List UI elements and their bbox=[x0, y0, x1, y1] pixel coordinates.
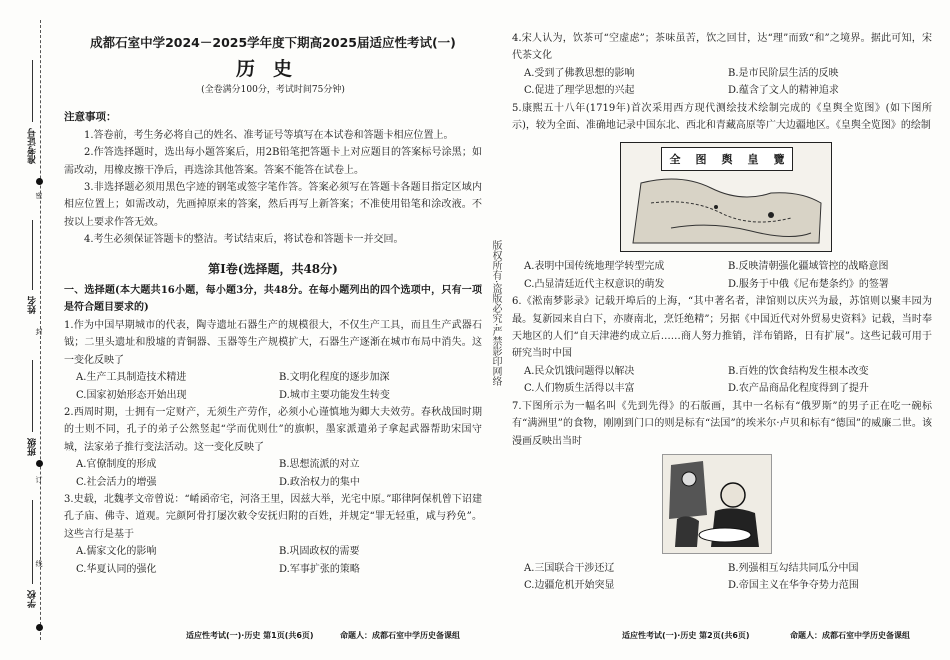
question-2-stem: 2.西周时期，士拥有一定财产，无须生产劳作，必须小心谨慎地为卿大夫效劳。春秋战国时期的士则不同，孔子的弟子公然竖起“学而优则仕”的旗帜，墨家派遣弟子拿起武器帮助宋国守城，法家弟子推行变法活动。这一变化反映了 bbox=[64, 406, 482, 453]
score-note: (全卷满分100分，考试时间75分钟) bbox=[201, 85, 345, 96]
cartoon-drawing bbox=[663, 455, 771, 553]
cartoon-figure-head bbox=[682, 472, 696, 486]
question-1-stem: 1.作为中国早期城市的代表，陶寺遗址石器生产的规模很大，不仅生产工具，而且生产武器石钺；二里头遗址和殷墟的青铜器、玉器等生产规模扩大，石器生产逐渐在城市布局中消失。这一变化反映了 bbox=[64, 319, 482, 366]
cartoon-main-figure-head bbox=[721, 483, 745, 507]
map-title-char: 图 bbox=[695, 152, 707, 166]
margin-label-name: 姓名 bbox=[28, 296, 38, 314]
option[interactable]: D.农产品商品化程度得到了提升 bbox=[728, 383, 869, 395]
question-5-options bbox=[512, 258, 932, 293]
option[interactable]: C.华夏认同的强化 bbox=[76, 563, 157, 575]
option[interactable]: D.军事扩张的策略 bbox=[279, 563, 360, 575]
section-intro: 一、选择题(本大题共16小题，每小题3分，共48分。在每小题列出的四个选项中，只有一项是符合题目要求的) bbox=[64, 285, 482, 314]
notes-heading: 注意事项： bbox=[64, 111, 117, 124]
footer-left-author: 命题人：成都石室中学历史备课组 bbox=[340, 631, 460, 640]
question-3-options bbox=[64, 543, 482, 578]
exam-title: 成都石室中学2024－2025学年度下期高2025届适应性考试(一) bbox=[90, 35, 456, 50]
cut-mark: 线 bbox=[35, 560, 43, 567]
option[interactable]: D.政治权力的集中 bbox=[279, 476, 360, 488]
map-title-char: 全 bbox=[669, 152, 681, 166]
map-title-char: 舆 bbox=[721, 152, 733, 166]
note-item: 4.考生必须保证答题卡的整洁。考试结束后，将试卷和答题卡一并交回。 bbox=[84, 234, 404, 246]
note-item: 1.答卷前，考生务必将自己的姓名、准考证号等填写在本试卷和答题卡相应位置上。 bbox=[84, 129, 454, 141]
map-marker bbox=[768, 212, 774, 218]
option[interactable]: D.城市主要功能发生转变 bbox=[279, 389, 390, 401]
option[interactable]: D.蕴含了文人的精神追求 bbox=[728, 85, 839, 97]
note-item: 3.非选择题必须用黑色字迹的钢笔或签字笔作答。答案必须写在答题卡各题目指定区域内相应位置上；如需改动，先画掉原来的答案，然后再写上新答案；不准使用铅笔和涂改液。不按以上要求作答无效。 bbox=[64, 182, 482, 228]
qing-map-image bbox=[620, 142, 832, 252]
question-6-options bbox=[512, 363, 932, 398]
option[interactable]: C.人们物质生活得以丰富 bbox=[524, 383, 635, 395]
question-7-stem: 7.下图所示为一幅名叫《先到先得》的石版画，其中一名标有“俄罗斯”的男子正在吃一碗标有“满洲里”的食物，刚刚到门口的则是标有“法国”的埃米尔·卢贝和标有“德国”的威廉二世。该漫画反映出当时 bbox=[512, 400, 932, 447]
political-cartoon-image bbox=[662, 454, 772, 554]
margin-dot bbox=[36, 624, 43, 631]
option[interactable]: B.列强相互勾结共同瓜分中国 bbox=[728, 562, 859, 574]
map-drawing bbox=[621, 143, 831, 251]
option[interactable]: A.民众饥饿问题得以解决 bbox=[524, 365, 635, 377]
question-3-stem: 3.史载，北魏孝文帝曾说：“崤函帝宅，河洛王里，因兹大举，光宅中原。”耶律阿保机曾下诏建孔子庙、佛寺、道观。完颜阿骨打屡次敕令安抚归附的百姓，并规定“罪无轻重，咸与矜免”。这些言行是基于 bbox=[64, 493, 482, 540]
option[interactable]: A.官僚制度的形成 bbox=[76, 459, 157, 471]
option[interactable]: C.促进了理学思想的兴起 bbox=[524, 85, 635, 97]
option[interactable]: A.受到了佛教思想的影响 bbox=[524, 67, 635, 79]
cut-mark: 订 bbox=[35, 476, 43, 483]
margin-dot bbox=[36, 460, 43, 467]
cartoon-doorway bbox=[669, 461, 707, 519]
question-2-options bbox=[64, 456, 482, 491]
question-4-stem: 4.宋人认为，饮茶可“空虚虑”；茶味虽苦，饮之回甘，达“理”而致“和”之境界。据此可知，宋代茶文化 bbox=[512, 33, 932, 62]
margin-label-class: 班级 bbox=[28, 438, 38, 456]
map-title-char: 皇 bbox=[747, 152, 759, 166]
left-column bbox=[64, 30, 482, 578]
option[interactable]: B.巩固政权的需要 bbox=[279, 546, 360, 558]
footer-left-page: 适应性考试(一)·历史 第1页(共6页) bbox=[186, 631, 314, 640]
cut-mark: 密 bbox=[35, 192, 43, 199]
subject-title: 历史 bbox=[235, 58, 310, 81]
fill-line bbox=[32, 360, 33, 432]
map-landmass bbox=[633, 179, 821, 243]
right-column bbox=[512, 30, 932, 595]
option[interactable]: A.表明中国传统地理学转型完成 bbox=[524, 261, 665, 273]
margin-label-school: 学校 bbox=[28, 590, 38, 608]
fill-line bbox=[32, 500, 33, 584]
map-marker bbox=[714, 205, 718, 209]
option[interactable]: B.反映清朝强化疆域管控的战略意图 bbox=[728, 261, 889, 273]
binding-margin bbox=[0, 0, 52, 660]
footer-right-author: 命题人：成都石室中学历史备课组 bbox=[790, 631, 910, 640]
copyright-stamp bbox=[482, 240, 508, 386]
margin-label-exam-number: 准考证号 bbox=[28, 128, 38, 164]
option[interactable]: B.百姓的饮食结构发生根本改变 bbox=[728, 365, 869, 377]
option[interactable]: A.三国联合干涉还辽 bbox=[524, 562, 615, 574]
option[interactable]: A.儒家文化的影响 bbox=[76, 546, 157, 558]
question-4-options bbox=[512, 65, 932, 100]
cut-mark: 封 bbox=[35, 328, 43, 335]
fill-line bbox=[32, 220, 33, 290]
fill-line bbox=[32, 60, 33, 122]
option[interactable]: C.社会活力的增强 bbox=[76, 476, 157, 488]
option[interactable]: D.帝国主义在华争夺势力范围 bbox=[728, 580, 859, 592]
note-item: 2.作答选择题时，选出每小题答案后，用2B铅笔把答题卡上对应题目的答案标号涂黑；如需改动，用橡皮擦干净后，再选涂其他答案。答案不能答在试卷上。 bbox=[64, 147, 482, 176]
option[interactable]: C.凸显清廷近代主权意识的萌发 bbox=[524, 278, 665, 290]
question-5-stem: 5.康熙五十八年(1719年)首次采用西方现代测绘技术绘制完成的《皇舆全览图》(如下图所示)，较为全面、准确地记录中国东北、西北和青藏高原等广大边疆地区。《皇舆全览图》的绘制 bbox=[512, 102, 932, 132]
option[interactable]: B.是市民阶层生活的反映 bbox=[728, 67, 839, 79]
option[interactable]: A.生产工具制造技术精进 bbox=[76, 372, 187, 384]
question-6-stem: 6.《淞南梦影录》记载开埠后的上海，“其中著名者，津馆则以庆兴为最，苏馆则以聚丰园为最。复新园来自白下，亦赓南北，烹饪绝精”；另据《中国近代对外贸易史资料》记载，当时奉天地区的人们“自天津港约成立后……商人努力推销，洋布销路，日有扩展”。这些记载可用于研究当时中国 bbox=[512, 296, 932, 360]
section-heading: 第Ⅰ卷(选择题，共48分) bbox=[208, 261, 338, 276]
question-1-options bbox=[64, 369, 482, 404]
option[interactable]: C.国家初始形态开始出现 bbox=[76, 389, 187, 401]
cartoon-second-figure bbox=[675, 516, 699, 547]
question-7-options bbox=[512, 560, 932, 595]
margin-dot bbox=[36, 178, 43, 185]
option[interactable]: C.边疆危机开始突显 bbox=[524, 580, 615, 592]
map-title-char: 覽 bbox=[773, 152, 785, 166]
option[interactable]: B.文明化程度的逐步加深 bbox=[279, 372, 390, 384]
option[interactable]: D.服务于中俄《尼布楚条约》的签署 bbox=[728, 278, 889, 290]
cartoon-bowl bbox=[699, 528, 751, 542]
footer-right-page: 适应性考试(一)·历史 第2页(共6页) bbox=[622, 631, 750, 640]
option[interactable]: B.思想流派的对立 bbox=[279, 459, 360, 471]
copyright-text: 版权所有·盗版必究·严禁影印网络 bbox=[490, 240, 501, 387]
